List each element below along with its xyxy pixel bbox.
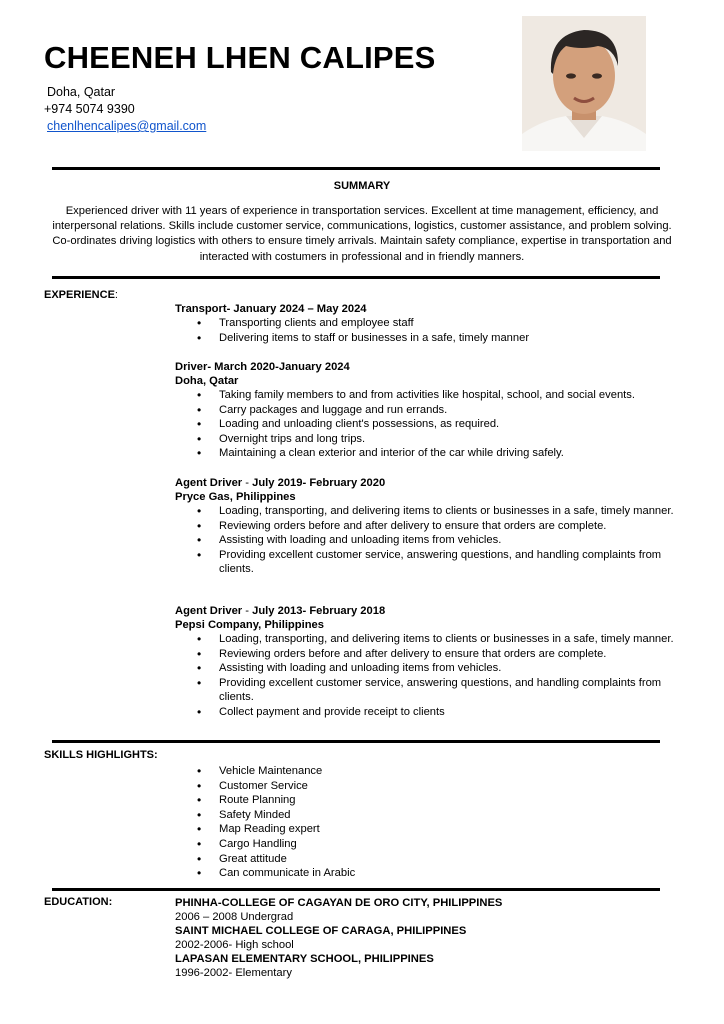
experience-heading-colon: : bbox=[114, 289, 118, 301]
list-item: • Cargo Handling bbox=[175, 837, 680, 852]
job-role: Agent Driver bbox=[175, 605, 243, 617]
email-link[interactable]: chenlhencalipes@gmail.com bbox=[47, 119, 207, 133]
list-item: • Providing excellent customer service, answering questions, and handling complaints from clients. bbox=[175, 676, 680, 705]
school-name: SAINT MICHAEL COLLEGE OF CARAGA, PHILIPPINES bbox=[175, 925, 467, 937]
list-item: • Can communicate in Arabic bbox=[175, 866, 680, 881]
profile-photo-image bbox=[522, 16, 646, 151]
job-bullets bbox=[175, 316, 680, 345]
list-item: • Delivering items to staff or businesses in a safe, timely manner bbox=[175, 331, 680, 346]
job-entry bbox=[175, 604, 680, 720]
list-item: • Providing excellent customer service, answering questions, and handling complaints from clients. bbox=[175, 548, 680, 577]
education-heading: EDUCATION: bbox=[44, 896, 113, 908]
list-item: • Collect payment and provide receipt to clients bbox=[175, 705, 680, 720]
job-dates: July 2013- February 2018 bbox=[252, 605, 386, 617]
skills-heading: SKILLS HIGHLIGHTS: bbox=[44, 749, 158, 761]
school-name: LAPASAN ELEMENTARY SCHOOL, PHILIPPINES bbox=[175, 953, 434, 965]
job-title bbox=[175, 604, 680, 618]
job-dates: July 2019- February 2020 bbox=[252, 477, 386, 489]
job-title-separator: - bbox=[242, 477, 253, 489]
divider bbox=[52, 888, 660, 891]
job-entry bbox=[175, 360, 680, 461]
list-item: • Loading, transporting, and delivering items to clients or businesses in a safe, timely manner. bbox=[175, 632, 680, 647]
list-item: • Loading, transporting, and delivering items to clients or businesses in a safe, timely manner. bbox=[175, 504, 680, 519]
list-item: • Customer Service bbox=[175, 779, 680, 794]
list-item: • Great attitude bbox=[175, 852, 680, 867]
list-item: • Reviewing orders before and after delivery to ensure that orders are complete. bbox=[175, 519, 680, 534]
list-item: • Route Planning bbox=[175, 793, 680, 808]
list-item: • Reviewing orders before and after delivery to ensure that orders are complete. bbox=[175, 647, 680, 662]
contact-info bbox=[44, 84, 206, 135]
job-role: Agent Driver bbox=[175, 477, 243, 489]
job-title: Driver- March 2020-January 2024 bbox=[175, 361, 350, 373]
candidate-name: CHEENEH LHEN CALIPES bbox=[44, 40, 436, 75]
job-bullets bbox=[175, 632, 680, 720]
list-item: • Assisting with loading and unloading items from vehicles. bbox=[175, 661, 680, 676]
job-title: Transport- January 2024 – May 2024 bbox=[175, 303, 367, 315]
location-text: Doha, Qatar bbox=[47, 85, 116, 99]
profile-photo bbox=[522, 16, 646, 151]
list-item: • Overnight trips and long trips. bbox=[175, 432, 680, 447]
phone-text: +974 5074 9390 bbox=[44, 102, 135, 116]
summary-heading: SUMMARY bbox=[333, 180, 391, 192]
skill-bullets bbox=[175, 764, 680, 881]
school-detail: 2002-2006- High school bbox=[175, 939, 294, 951]
list-item: • Map Reading expert bbox=[175, 822, 680, 837]
list-item: • Assisting with loading and unloading items from vehicles. bbox=[175, 533, 680, 548]
school-detail: 2006 – 2008 Undergrad bbox=[175, 911, 294, 923]
list-item: • Loading and unloading client's possessions, as required. bbox=[175, 417, 680, 432]
school-detail: 1996-2002- Elementary bbox=[175, 967, 292, 979]
job-entry bbox=[175, 302, 680, 345]
school-name: PHINHA-COLLEGE OF CAGAYAN DE ORO CITY, PHILIPPINES bbox=[175, 897, 503, 909]
experience-heading bbox=[44, 289, 118, 301]
job-title bbox=[175, 476, 680, 490]
job-bullets bbox=[175, 388, 680, 461]
job-entry bbox=[175, 476, 680, 577]
job-company: Pryce Gas, Philippines bbox=[175, 491, 296, 503]
divider bbox=[52, 167, 660, 170]
experience-heading-text: EXPERIENCE bbox=[44, 289, 115, 301]
divider bbox=[52, 276, 660, 279]
list-item: • Transporting clients and employee staff bbox=[175, 316, 680, 331]
list-item: • Carry packages and luggage and run errands. bbox=[175, 403, 680, 418]
divider bbox=[52, 740, 660, 743]
list-item: • Taking family members to and from activities like hospital, school, and social events. bbox=[175, 388, 680, 403]
summary-text: Experienced driver with 11 years of experience in transportation services. Excellent at time management, efficiency, and interpersonal relations. Skills include customer service, communications, logistics, customer assistance, and problem solving. Co-ordinates driving logistics with others to ensure timely arrivals. Maintain safety compliance, expertise in transportation and interacted with costumers in professional and in friendly manners. bbox=[52, 205, 672, 263]
list-item: • Maintaining a clean exterior and interior of the car while driving safely. bbox=[175, 446, 680, 461]
list-item: • Vehicle Maintenance bbox=[175, 764, 680, 779]
list-item: • Safety Minded bbox=[175, 808, 680, 823]
education-list bbox=[175, 896, 502, 980]
job-bullets bbox=[175, 504, 680, 577]
job-company: Pepsi Company, Philippines bbox=[175, 619, 324, 631]
job-title-separator: - bbox=[242, 605, 253, 617]
job-company: Doha, Qatar bbox=[175, 375, 239, 387]
skills-list bbox=[175, 764, 680, 881]
